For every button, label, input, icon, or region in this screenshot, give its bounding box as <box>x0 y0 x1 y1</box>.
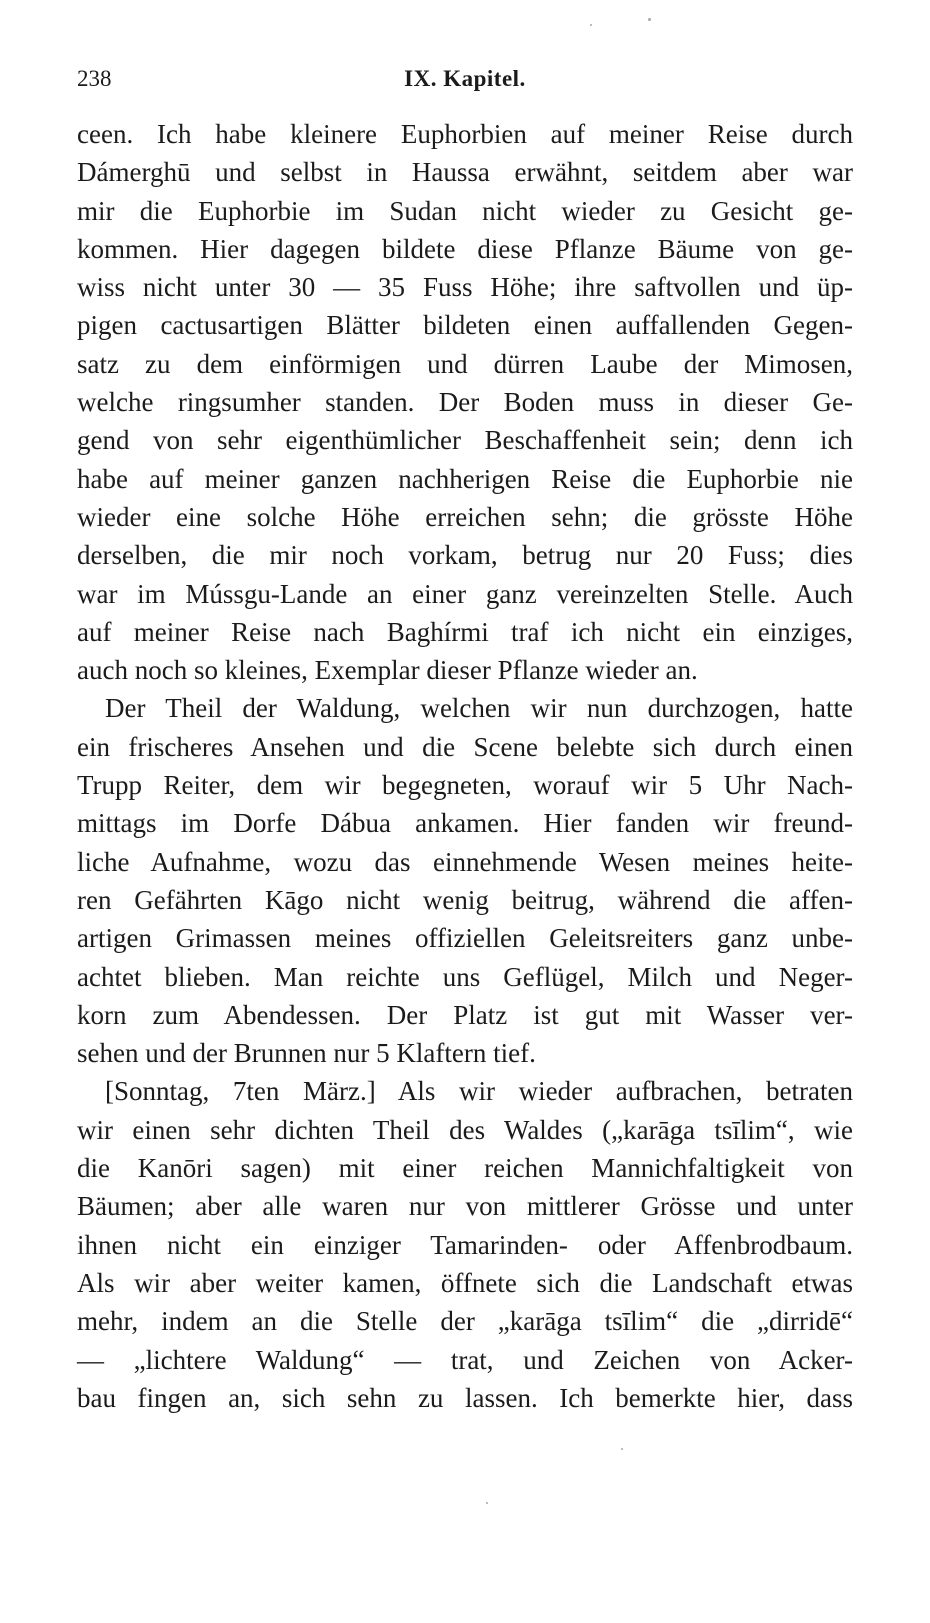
page-speck <box>648 18 651 21</box>
page-speck <box>621 1448 623 1450</box>
page-speck <box>590 24 592 26</box>
text-line: Bäumen; aber alle waren nur von mittlerer Grösse und unter <box>77 1191 853 1222</box>
text-line: achtet blieben. Man reichte uns Geflügel, Milch und Neger- <box>77 961 853 992</box>
text-line: Als wir aber weiter kamen, öffnete sich die Landschaft etwas <box>77 1267 853 1298</box>
text-line: pigen cactusartigen Blätter bildeten einen auffallenden Gegen- <box>77 310 853 341</box>
text-line: kommen. Hier dagegen bildete diese Pflanze Bäume von ge- <box>77 233 853 264</box>
text-line: korn zum Abendessen. Der Platz ist gut mit Wasser ver- <box>77 999 853 1030</box>
text-line: sehen und der Brunnen nur 5 Klaftern tief. <box>77 1038 536 1069</box>
chapter-title: IX. Kapitel. <box>404 66 526 91</box>
text-line: die Kanōri sagen) mit einer reichen Mannichfaltigkeit von <box>77 1153 853 1184</box>
text-line: Trupp Reiter, dem wir begegneten, worauf wir 5 Uhr Nach- <box>77 770 853 801</box>
text-line: ceen. Ich habe kleinere Euphorbien auf meiner Reise durch <box>77 119 853 149</box>
running-header <box>77 66 853 98</box>
text-line: gend von sehr eigenthümlicher Beschaffenheit sein; denn ich <box>77 425 853 456</box>
text-line: wiss nicht unter 30 — 35 Fuss Höhe; ihre saftvollen und üp- <box>77 272 853 303</box>
text-line: — „lichtere Waldung“ — trat, und Zeichen von Acker- <box>77 1344 853 1375</box>
page-speck <box>486 1502 488 1504</box>
text-line: derselben, die mir noch vorkam, betrug nur 20 Fuss; dies <box>77 540 853 571</box>
text-line: wieder eine solche Höhe erreichen sehn; die grösste Höhe <box>77 501 853 532</box>
text-line: war im Mússgu-Lande an einer ganz vereinzelten Stelle. Auch <box>77 578 853 609</box>
text-line: Der Theil der Waldung, welchen wir nun durchzogen, hatte <box>105 693 853 724</box>
text-line: ihnen nicht ein einziger Tamarinden- oder Affenbrodbaum. <box>77 1229 853 1260</box>
text-line: satz zu dem einförmigen und dürren Laube der Mimosen, <box>77 348 853 379</box>
text-line: Dámerghū und selbst in Haussa erwähnt, seitdem aber war <box>77 157 853 188</box>
text-line: mittags im Dorfe Dábua ankamen. Hier fanden wir freund- <box>77 808 853 839</box>
text-line: auf meiner Reise nach Baghírmi traf ich nicht ein einziges, <box>77 616 853 647</box>
page-number: 238 <box>77 66 112 91</box>
text-line: liche Aufnahme, wozu das einnehmende Wesen meines heite- <box>77 846 853 877</box>
body-text <box>77 115 853 1417</box>
text-line: [Sonntag, 7ten März.] Als wir wieder aufbrachen, betraten <box>105 1076 853 1107</box>
text-line: mehr, indem an die Stelle der „karāga tsīlim“ die „dirridē“ <box>77 1306 853 1337</box>
text-line: auch noch so kleines, Exemplar dieser Pflanze wieder an. <box>77 655 698 686</box>
text-line: artigen Grimassen meines offiziellen Geleitsreiters ganz unbe- <box>77 923 853 954</box>
text-line: habe auf meiner ganzen nachherigen Reise die Euphorbie nie <box>77 463 853 494</box>
text-line: bau fingen an, sich sehn zu lassen. Ich bemerkte hier, dass <box>77 1382 853 1413</box>
text-line: wir einen sehr dichten Theil des Waldes („karāga tsīlim“, wie <box>77 1114 853 1145</box>
text-line: ein frischeres Ansehen und die Scene belebte sich durch einen <box>77 731 853 762</box>
text-line: ren Gefährten Kāgo nicht wenig beitrug, während die affen- <box>77 884 853 915</box>
text-line: mir die Euphorbie im Sudan nicht wieder zu Gesicht ge- <box>77 195 853 226</box>
text-line: welche ringsumher standen. Der Boden muss in dieser Ge- <box>77 387 853 418</box>
